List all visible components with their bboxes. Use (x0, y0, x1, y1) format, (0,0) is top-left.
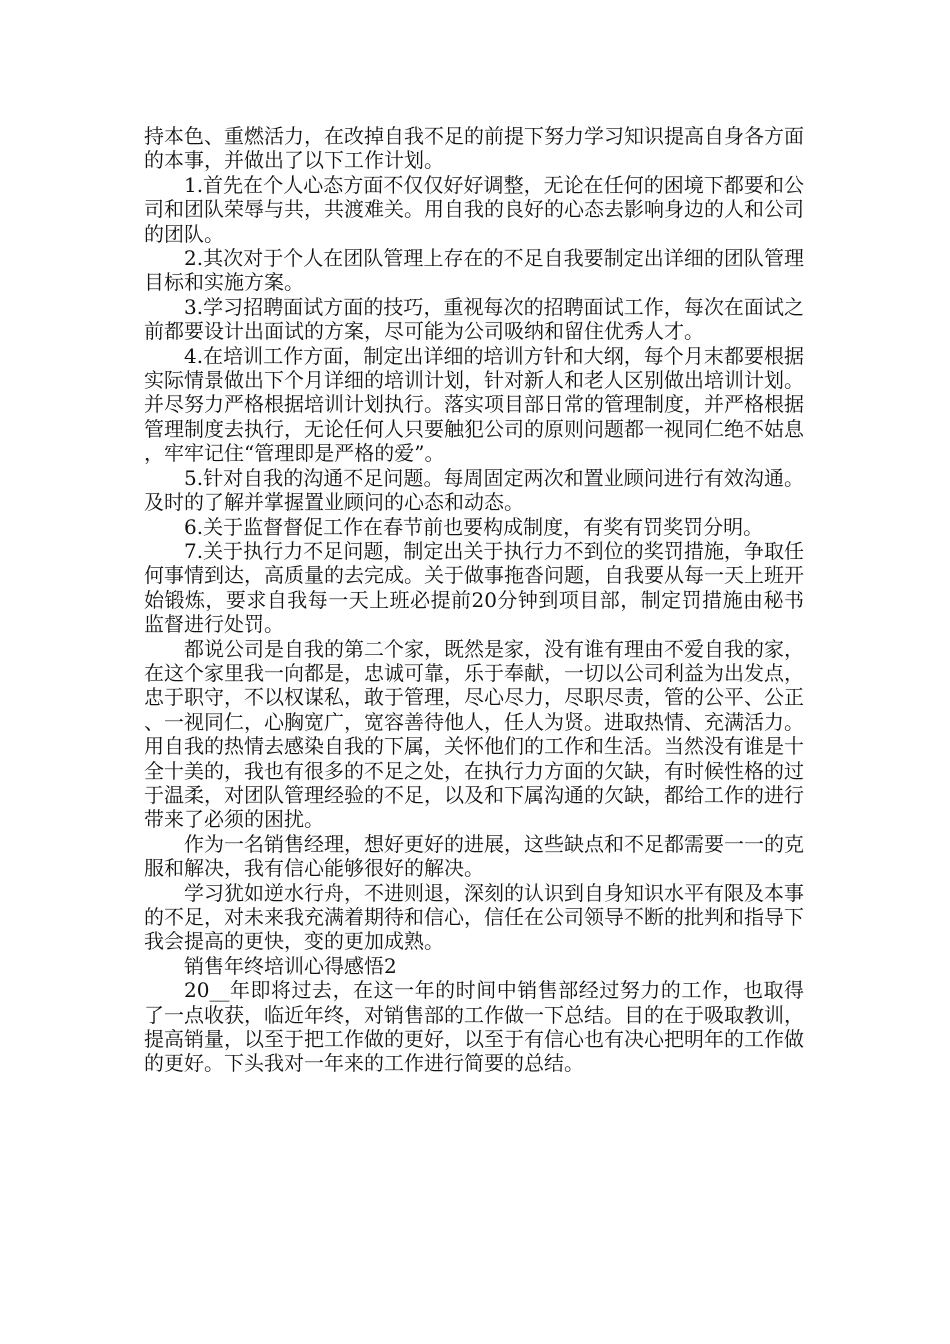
paragraph-plan-6: 6.关于监督督促工作在春节前也要构成制度，有奖有罚奖罚分明。 (184, 514, 764, 539)
section-heading: 销售年终培训心得感悟2 (184, 953, 397, 978)
paragraph-learning: 学习犹如逆水行舟，不进则退，深刻的认识到自身知识水平有限及本事的不足，对未来我充满着期待和信心，信任在公司领导不断的批判和指导下我会提高的更快，变的更加成熟。 (144, 880, 804, 954)
paragraph-plan-5: 5.针对自我的沟通不足问题。每周固定两次和置业顾问进行有效沟通。及时的了解并掌握置业顾问的心态和动态。 (144, 465, 804, 515)
paragraph-sales-manager: 作为一名销售经理，想好更好的进展，这些缺点和不足都需要一一的克服和解决，我有信心能够很好的解决。 (144, 831, 804, 881)
paragraph-plan-1: 1.首先在个人心态方面不仅仅好好调整，无论在任何的困境下都要和公司和团队荣辱与共，共渡难关。用自我的良好的心态去影响身边的人和公司的团队。 (144, 172, 804, 246)
paragraph-plan-3: 3.学习招聘面试方面的技巧，重视每次的招聘面试工作，每次在面试之前都要设计出面试的方案，尽可能为公司吸纳和留住优秀人才。 (144, 294, 804, 344)
paragraph-intro-continuation: 持本色、重燃活力，在改掉自我不足的前提下努力学习知识提高自身各方面的本事，并做出了以下工作计划。 (144, 124, 804, 173)
document-body (144, 124, 804, 1076)
paragraph-plan-7: 7.关于执行力不足问题，制定出关于执行力不到位的奖罚措施，争取任何事情到达，高质量的去完成。关于做事拖沓问题，自我要从每一天上班开始锻炼，要求自我每一天上班必提前20分钟到项目部，制定罚措施由秘书监督进行处罚。 (144, 538, 804, 637)
paragraph-plan-4: 4.在培训工作方面，制定出详细的培训方针和大纲，每个月末都要根据实际情景做出下个月详细的培训计划，针对新人和老人区别做出培训计划。并尽努力严格根据培训计划执行。落实项目部日常的管理制度，并严格根据管理制度去执行，无论任何人只要触犯公司的原则问题都一视同仁绝不姑息，牢牢记住“管理即是严格的爱”。 (144, 343, 804, 466)
paragraph-company-home: 都说公司是自我的第二个家，既然是家，没有谁有理由不爱自我的家，在这个家里我一向都是，忠诚可靠，乐于奉献，一切以公司利益为出发点，忠于职守，不以权谋私，敢于管理，尽心尽力，尽职尽责，管的公平、公正、一视同仁，心胸宽广，宽容善待他人，任人为贤。进取热情、充满活力。用自我的热情去感染自我的下属，关怀他们的工作和生活。当然没有谁是十全十美的，我也有很多的不足之处，在执行力方面的欠缺，有时候性格的过于温柔，对团队管理经验的不足，以及和下属沟通的欠缺，都给工作的进行带来了必须的困扰。 (144, 636, 804, 832)
paragraph-year-summary: 20__年即将过去，在这一年的时间中销售部经过努力的工作，也取得了一点收获，临近年终，对销售部的工作做一下总结。目的在于吸取教训，提高销量，以至于把工作做的更好，以至于有信心也有决心把明年的工作做的更好。下头我对一年来的工作进行简要的总结。 (144, 978, 804, 1076)
paragraph-plan-2: 2.其次对于个人在团队管理上存在的不足自我要制定出详细的团队管理目标和实施方案。 (144, 246, 804, 295)
